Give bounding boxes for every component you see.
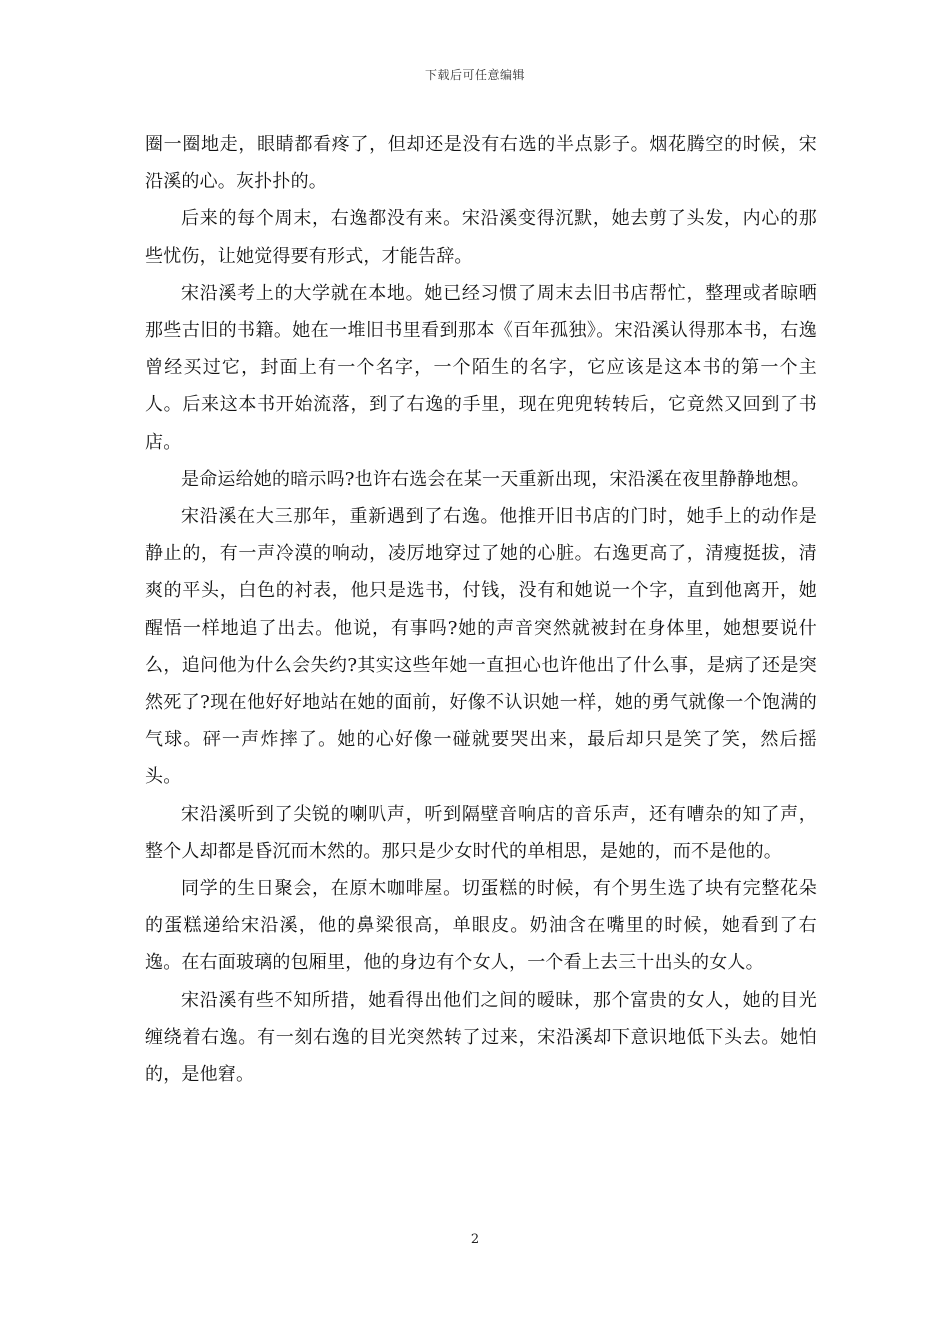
page-number: 2	[470, 1232, 480, 1247]
paragraph-7: 同学的生日聚会，在原木咖啡屋。切蛋糕的时候，有个男生选了块有完整花朵的蛋糕递给宋沿溪，他的鼻梁很高，单眼皮。奶油含在嘴里的时候，她看到了右逸。在右面玻璃的包厢里，他的身边有个女人，一个看上去三十出头的女人。	[145, 878, 817, 974]
body-text	[145, 126, 817, 1093]
paragraph-8: 宋沿溪有些不知所措，她看得出他们之间的暧昧，那个富贵的女人，她的目光缠绕着右逸。有一刻右逸的目光突然转了过来，宋沿溪却下意识地低下头去。她怕的，是他窘。	[145, 989, 817, 1086]
paragraph-6: 宋沿溪听到了尖锐的喇叭声，听到隔壁音响店的音乐声，还有嘈杂的知了声，整个人却都是昏沉而木然的。那只是少女时代的单相思，是她的，而不是他的。	[145, 803, 817, 862]
paragraph-2: 后来的每个周末，右逸都没有来。宋沿溪变得沉默，她去剪了头发，内心的那些忧伤，让她觉得要有形式，才能告辞。	[145, 208, 817, 267]
paragraph-1: 圈一圈地走，眼睛都看疼了，但却还是没有右选的半点影子。烟花腾空的时候，宋沿溪的心。灰扑扑的。	[145, 134, 817, 193]
paragraph-5: 宋沿溪在大三那年，重新遇到了右逸。他推开旧书店的门时，她手上的动作是静止的，有一声冷漠的响动，凌厉地穿过了她的心脏。右逸更高了，清瘦挺拔，清爽的平头，白色的衬表，他只是选书，付钱，没有和她说一个字，直到他离开，她醒悟一样地追了出去。他说，有事吗?她的声音突然就被封在身体里，她想要说什么，追问他为什么会失约?其实这些年她一直担心也许他出了什么事，是病了还是突然死了?现在他好好地站在她的面前，好像不认识她一样，她的勇气就像一个饱满的气球。砰一声炸摔了。她的心好像一碰就要哭出来，最后却只是笑了笑，然后摇头。	[145, 506, 817, 788]
paragraph-3: 宋沿溪考上的大学就在本地。她已经习惯了周末去旧书店帮忙，整理或者晾晒那些古旧的书籍。她在一堆旧书里看到那本《百年孤独》。宋沿溪认得那本书，右逸曾经买过它，封面上有一个名字，一个陌生的名字，它应该是这本书的第一个主人。后来这本书开始流落，到了右逸的手里，现在兜兜转转后，它竟然又回到了书店。	[145, 282, 817, 453]
paragraph-4: 是命运给她的暗示吗?也许右选会在某一天重新出现，宋沿溪在夜里静静地想。	[181, 468, 810, 490]
page-header: 下载后可任意编辑	[424, 68, 525, 82]
